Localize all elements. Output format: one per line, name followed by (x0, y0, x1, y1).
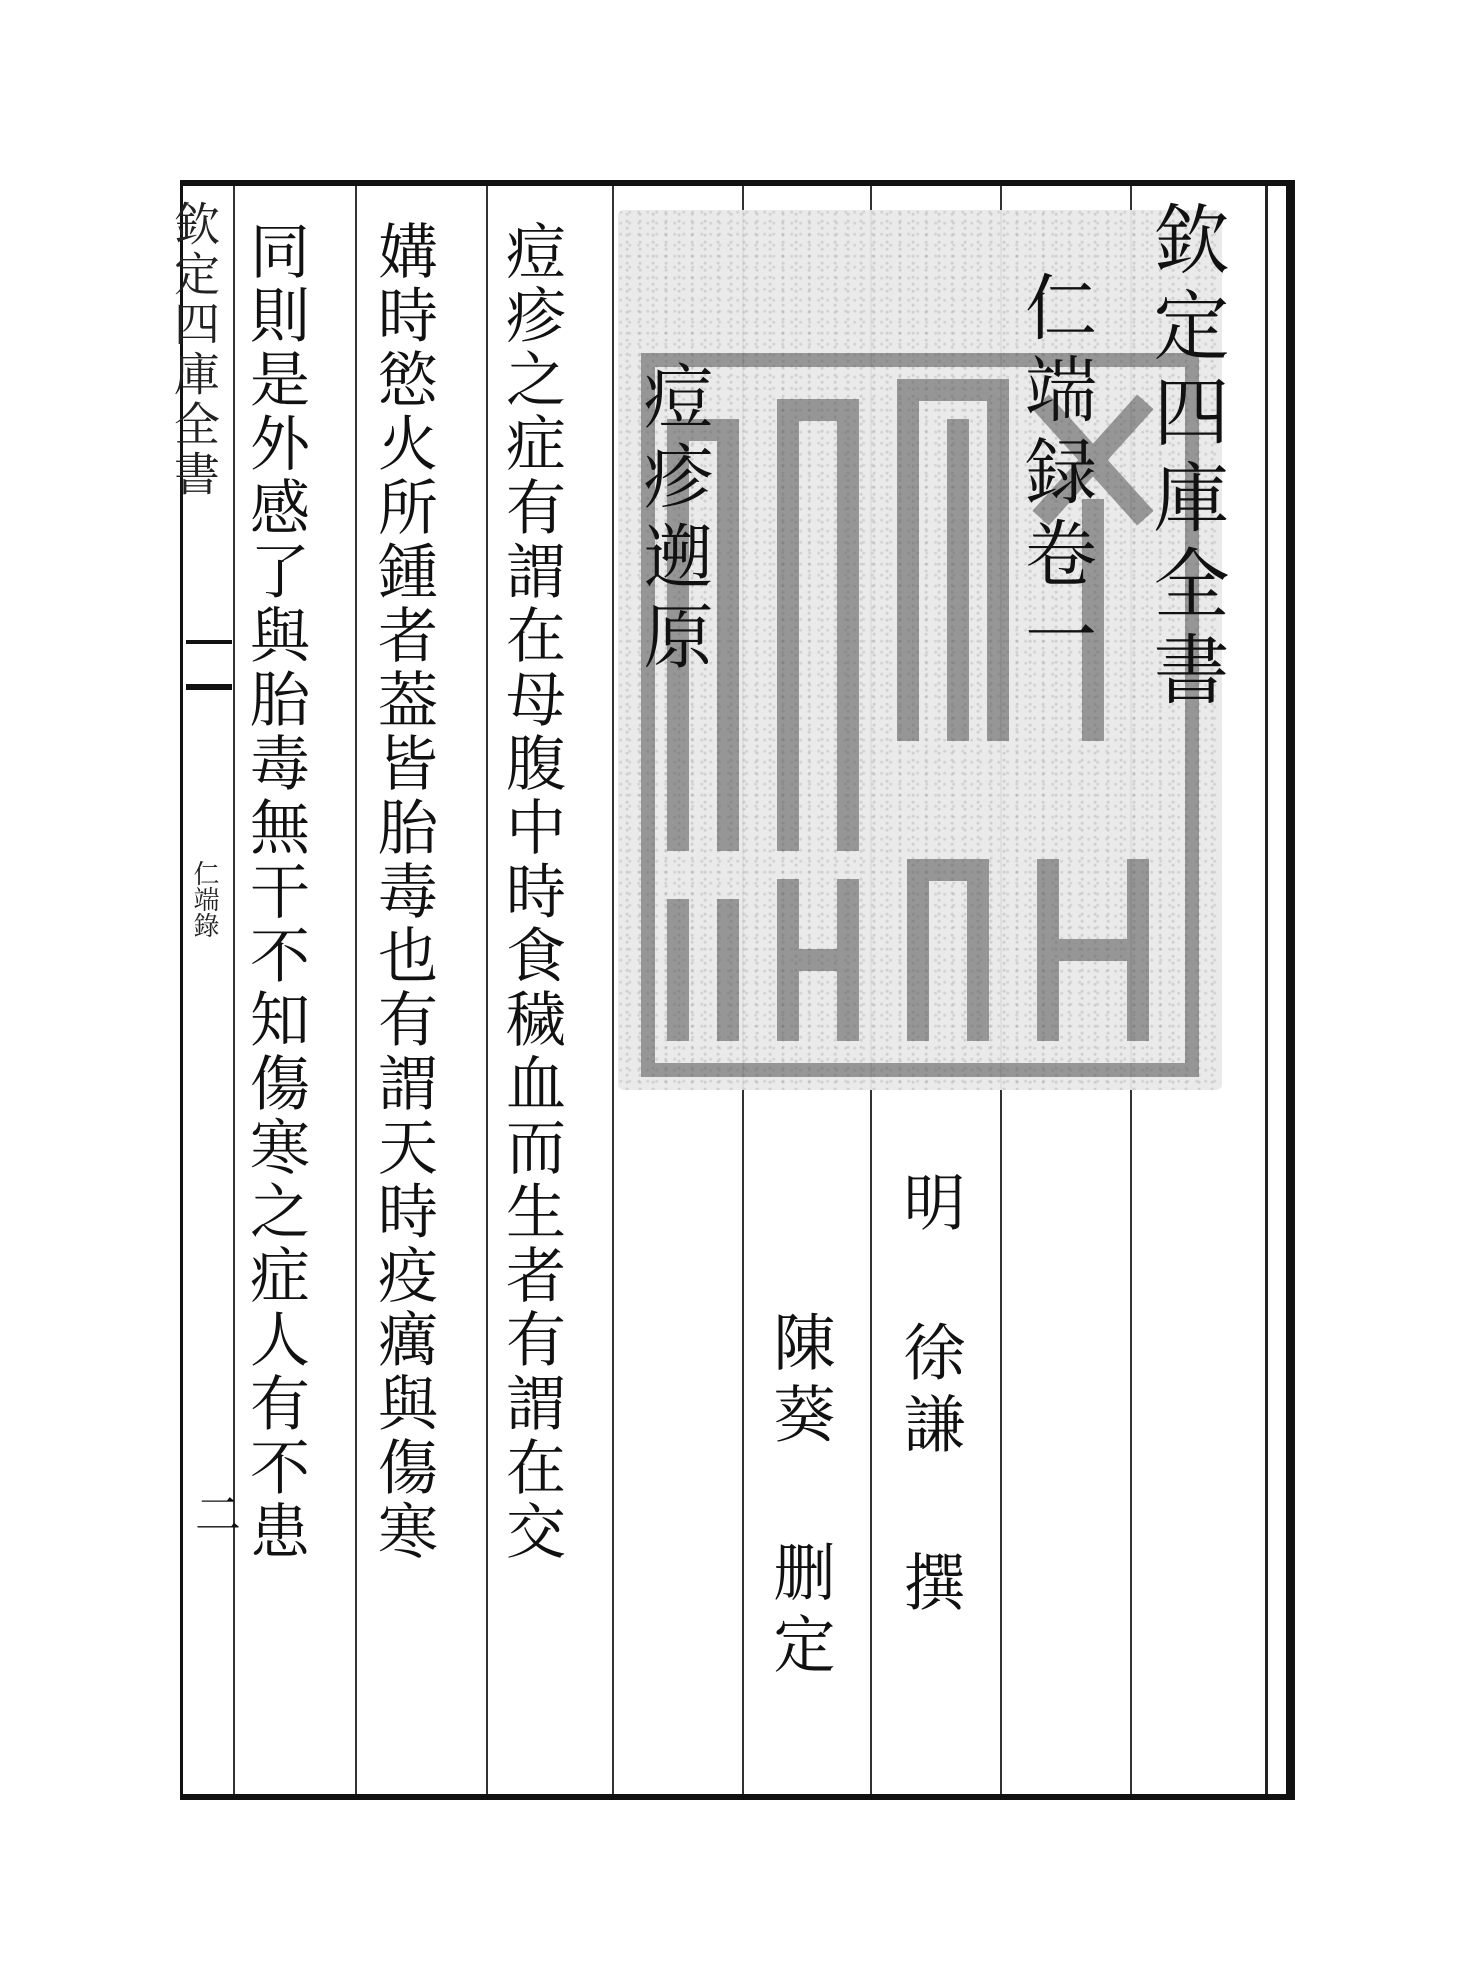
author-name: 徐謙 (893, 1320, 966, 1464)
spine-title: 欽定四庫全書 (167, 200, 221, 500)
column-rule (612, 186, 614, 1794)
frame-inner-rule (1265, 186, 1268, 1794)
dynasty-label: 明 (893, 1170, 966, 1242)
fish-tail-mark (186, 640, 232, 690)
column-rule (355, 186, 357, 1794)
editor-name: 陳葵 (763, 1310, 836, 1454)
body-line-2: 媾時慾火所鍾者葢皆胎毒也有謂天時疫癘與傷寒 (368, 220, 438, 1564)
editor-role: 删定 (763, 1540, 836, 1684)
collection-title: 欽定四庫全書 (1141, 200, 1230, 716)
volume-title: 仁端録卷一 (1013, 270, 1097, 680)
section-heading: 痘疹遡原 (632, 360, 714, 680)
column-rule (486, 186, 488, 1794)
body-line-3: 同則是外感了與胎毒無干不知傷寒之症人有不患 (240, 220, 310, 1564)
body-line-1: 痘疹之症有謂在母腹中時食穢血而生者有謂在交 (496, 220, 566, 1564)
page-number: 二 (188, 1490, 242, 1536)
author-role: 撰 (893, 1550, 966, 1622)
spine-book-title: 仁端錄 (189, 860, 219, 938)
